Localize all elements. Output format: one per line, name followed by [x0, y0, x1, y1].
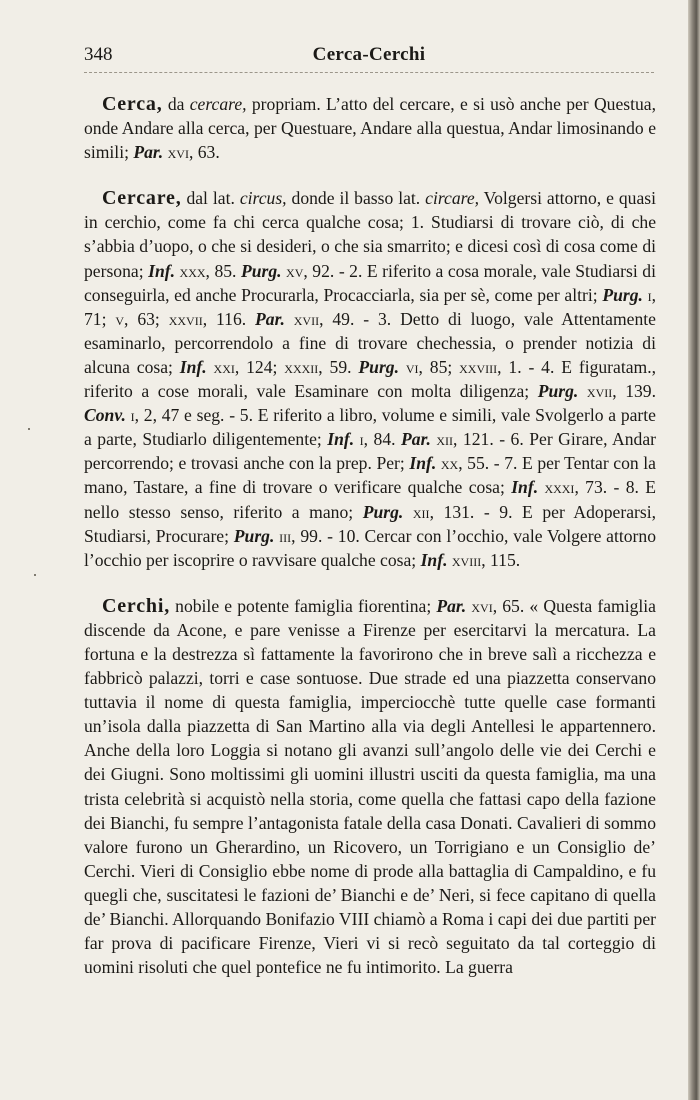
work-citation: Par. — [133, 142, 164, 163]
text-run: da — [162, 94, 190, 114]
text-run: , 2, 47 e seg. - 5. E riferito a libro, volume e simili, vale Svolgerlo a parte a parte, Studiarlo diligentemente; — [84, 405, 656, 450]
text-run: , 63. — [188, 142, 220, 163]
text-run: , 71; — [84, 284, 656, 329]
etymology-term: cercare, — [189, 94, 247, 114]
text-run: , 92. - 2. E riferito a cosa morale, vale Studiarsi di conseguirla, ed anche Procurarla, Procacciarla, sia per sè, come per altri; — [84, 260, 656, 305]
work-citation: Par. — [401, 429, 431, 450]
margin-speck — [34, 574, 36, 576]
canto-reference: xvii — [293, 308, 320, 329]
running-title: Cerca-Cerchi — [312, 44, 426, 65]
work-citation: Inf. — [420, 549, 448, 570]
work-citation: Purg. — [537, 381, 579, 402]
etymology-term: circus, — [239, 188, 287, 209]
entry-cerchi — [84, 594, 656, 980]
entry-cercare — [84, 186, 656, 572]
canto-reference: xii — [412, 501, 430, 522]
work-citation: Inf. — [148, 260, 176, 281]
text-run: , 63; — [124, 308, 169, 329]
headword: Cerca, — [102, 93, 163, 115]
work-citation: Purg. — [362, 501, 404, 522]
text-run: , 116. — [202, 308, 256, 329]
canto-reference: xvii — [586, 381, 613, 402]
work-citation: Inf. — [179, 356, 207, 377]
text-run: , 49. - 3. Detto di luogo, vale Attentamente esaminarlo, percorrendolo a fine di trovare chechessia, o prender notizia di alcuna cosa; — [84, 308, 656, 377]
dictionary-body — [84, 92, 656, 979]
text-run: donde il basso lat. — [286, 188, 426, 209]
header-rule — [84, 72, 654, 73]
text-run — [399, 357, 406, 377]
headword: Cerchi, — [102, 594, 170, 617]
work-citation: Inf. — [511, 477, 539, 498]
text-run: , 121. - 6. Per Girare, Andar percorrendo; e trovasi anche con la prep. Per; — [84, 429, 656, 474]
text-run: , 65. « Questa famiglia discende da Acone, e pare venisse a Firenze per esercitarvi la mercatura. La fortuna e la destrezza sì fattamente la favorirono che in breve salì a ricchezza e fabbricò palazzi, torri e case sontuose. Due strade ed una piazzetta conservano tuttavia il nome di questa famiglia, imperciocchè tutte quelle case formanti un’isola dalla piazzetta di San Martino alla via degli Antellesi le appartennero. Anche della loro Loggia si notano gli avanzi sull’angolo delle vie dei Cerchi e dei Giugni. Sono moltissimi gli uomini illustri usciti da questa famiglia, ma una trista celebrità si acquistò nella storia, come quella che fattasi capo della fazione dei Bianchi, fu sempre l’antagonista fatale della casa Donati. Cavalieri di sommo valore furono un Gherardino, un Ricovero, un Torrigiano e un Consiglio de’ Cerchi. Vieri di Consiglio ebbe nome di prode alla battaglia di Campaldino, e fu quegli che, suscitatesi le fazioni de’ Bianchi e de’ Neri, si fece capitano di quella de’ Bianchi. Allorquando Bonifazio VIII chiamò a Roma i capi dei due partiti per far prova di pacificare Firenze, Vieri vi si recò seguitato da tal corteggio di uomini risoluti che quel pontefice ne fu intimorito. La guerra — [84, 595, 656, 978]
text-run: Volgersi attorno, e quasi in cerchio, come fa chi cerca qualche cosa; 1. Studiarsi di trovare ciò, di che s’abbia d’uopo, o che si desideri, o che sia smarrito; e dicesi così di cosa come di persona; — [84, 188, 656, 281]
work-citation: Par. — [255, 308, 285, 329]
canto-reference: i — [130, 405, 135, 426]
work-citation: Inf. — [409, 453, 437, 474]
text-run: , 124; — [234, 356, 285, 377]
canto-reference: xii — [436, 429, 454, 450]
work-citation: Par. — [436, 595, 467, 616]
canto-reference: xvi — [167, 142, 189, 163]
canto-reference: xxxii — [284, 356, 319, 377]
canto-reference: xxviii — [459, 356, 498, 377]
canto-reference: xxxi — [544, 477, 575, 498]
text-run: , 139. — [612, 381, 656, 402]
text-run: , 131. - 9. E per Adoperarsi, Studiarsi, Procurare; — [84, 501, 656, 546]
canto-reference: xxx — [179, 260, 206, 281]
canto-reference: xviii — [451, 549, 482, 570]
work-citation: Purg. — [602, 284, 643, 305]
text-run: , 85. — [205, 260, 241, 281]
canto-reference: vi — [405, 356, 419, 377]
text-run: , 55. - 7. E per Tentar con la mano, Tastare, a fine di trovare o verificare qualche cosa; — [84, 453, 656, 498]
entry-text — [84, 94, 656, 162]
canto-reference: xv — [286, 260, 304, 281]
page-number: 348 — [84, 44, 113, 65]
text-run: dal lat. — [181, 188, 240, 209]
page-gutter-shadow — [688, 0, 700, 1100]
text-run: , 115. — [481, 549, 521, 570]
text-run — [285, 309, 294, 329]
work-citation: Purg. — [358, 356, 399, 377]
entry-cerca — [84, 92, 656, 164]
text-run: propriam. L’atto del cercare, e si usò anche per Questua, onde Andare alla cerca, per Questuare, Andare alla questua, Andar limosinando e simili; — [84, 94, 657, 163]
headword: Cercare, — [102, 187, 182, 210]
work-citation: Inf. — [327, 429, 355, 450]
work-citation: Conv. — [84, 405, 126, 426]
text-run: nobile e potente famiglia fiorentina; — [170, 595, 437, 616]
text-run: , 1. - 4. E figuratam., riferito a cose morali, vale Esaminare con molta diligenza; — [84, 356, 657, 402]
margin-speck — [28, 428, 30, 430]
work-citation: Purg. — [233, 525, 275, 546]
entry-text — [84, 596, 656, 977]
text-run — [578, 381, 587, 401]
text-run: , 73. - 8. E nello stesso senso, riferito a mano; — [84, 477, 656, 522]
text-run — [403, 502, 413, 522]
canto-reference: xxvii — [168, 308, 203, 329]
canto-reference: i — [359, 429, 364, 450]
text-run — [207, 357, 214, 377]
etymology-term: circare, — [425, 188, 480, 209]
canto-reference: xvi — [471, 595, 493, 616]
entry-text — [84, 188, 656, 569]
text-run: , 84. — [363, 429, 402, 450]
canto-reference: iii — [279, 525, 292, 546]
text-run: , 59. — [318, 356, 359, 377]
text-run: , 99. - 10. Cercar con l’occhio, vale Volgere attorno l’occhio per iscoprire o ravvisare qualche cosa; — [84, 525, 656, 570]
canto-reference: xxi — [213, 356, 235, 377]
page-header — [84, 44, 654, 70]
text-run: , 85; — [418, 356, 460, 377]
work-citation: Purg. — [240, 260, 282, 281]
canto-reference: i — [647, 284, 652, 305]
canto-reference: v — [115, 308, 125, 329]
canto-reference: xx — [440, 453, 459, 474]
